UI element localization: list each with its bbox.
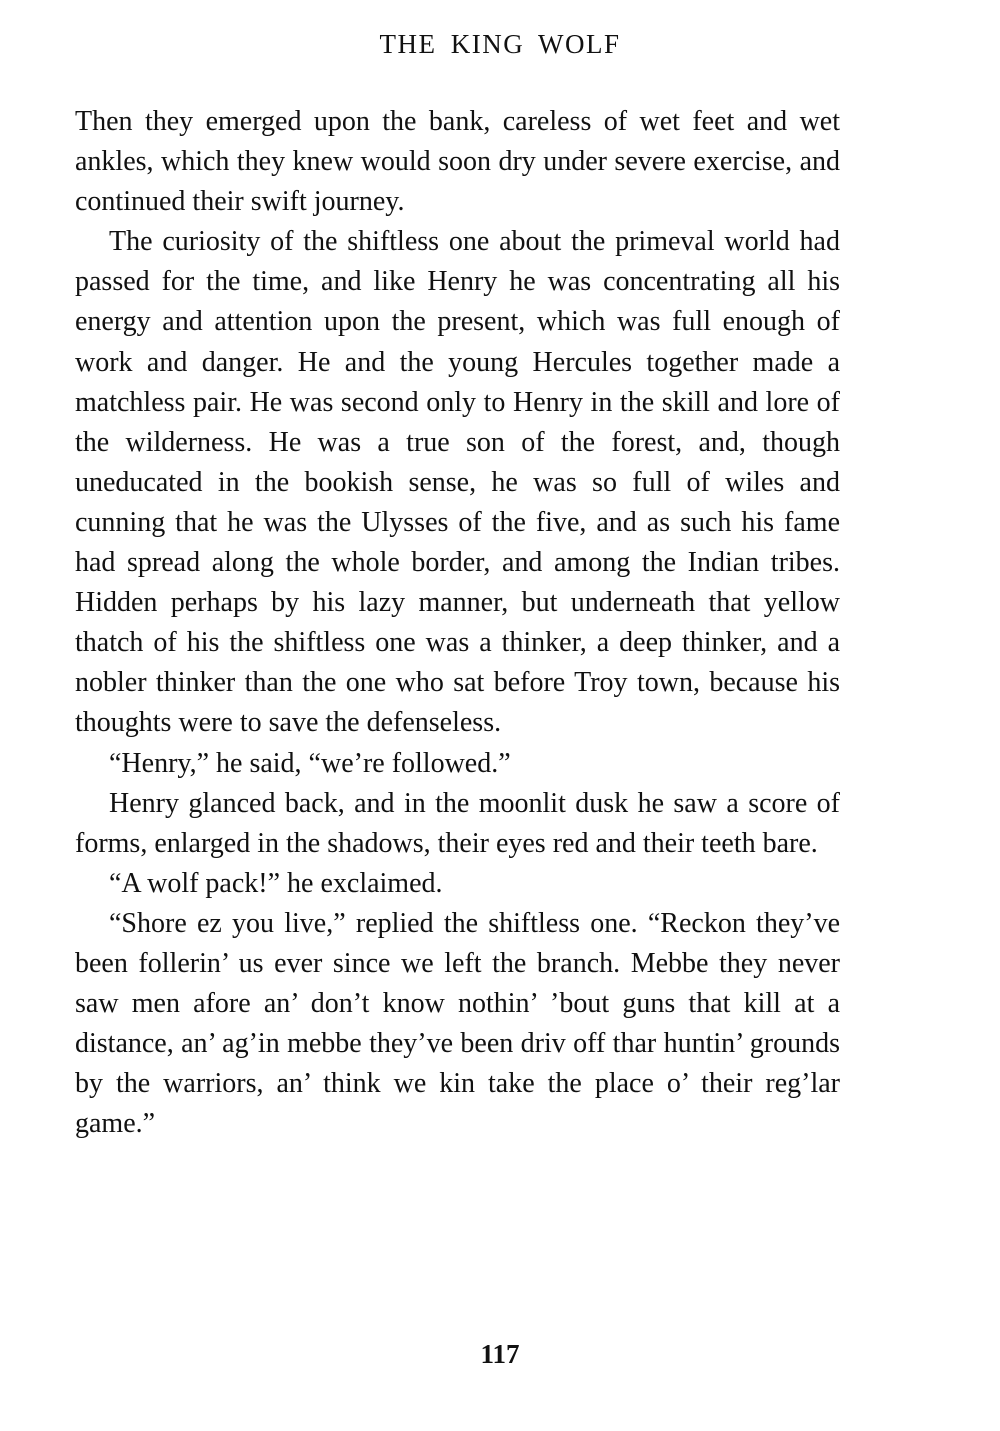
paragraph: The curiosity of the shiftless one about the primeval world had passed for the time, and like Henry he was concentrating all his energy and attention upon the present, which was full enough of work and danger. He and the young Hercules together made a matchless pair. He was second only to Henry in the skill and lore of the wilderness. He was a true son of the forest, and, though uneducated in the bookish sense, he was so full of wiles and cunning that he was the Ulysses of the five, and as such his fame had spread along the whole border, and among the Indian tribes. Hidden perhaps by his lazy manner, but underneath that yellow thatch of his the shiftless one was a thinker, a deep thinker, and a nobler thinker than the one who sat before Troy town, because his thoughts were to save the defenseless. xyxy=(75,226,840,739)
paragraph: “Henry,” he said, “we’re followed.” xyxy=(109,747,511,779)
paragraph: Then they emerged upon the bank, careless of wet feet and wet ankles, which they knew would soon dry under severe exercise, and continued their swift journey. xyxy=(75,106,840,218)
paragraph: Henry glanced back, and in the moonlit dusk he saw a score of forms, enlarged in the shadows, their eyes red and their teeth bare. xyxy=(75,787,840,859)
page-number: 117 xyxy=(480,1339,520,1369)
running-head: THE KING WOLF xyxy=(379,29,621,59)
paragraph: “A wolf pack!” he exclaimed. xyxy=(109,867,443,899)
paragraph: “Shore ez you live,” replied the shiftless one. “Reckon they’ve been follerin’ us ever since we left the branch. Mebbe they never saw men afore an’ don’t know nothin’ ’bout guns that kill at a distance, an’ ag’in mebbe they’ve been driv off thar huntin’ grounds by the warriors, an’ think we kin take the place o’ their reg’lar game.” xyxy=(75,907,840,1140)
body-text xyxy=(75,102,840,1144)
